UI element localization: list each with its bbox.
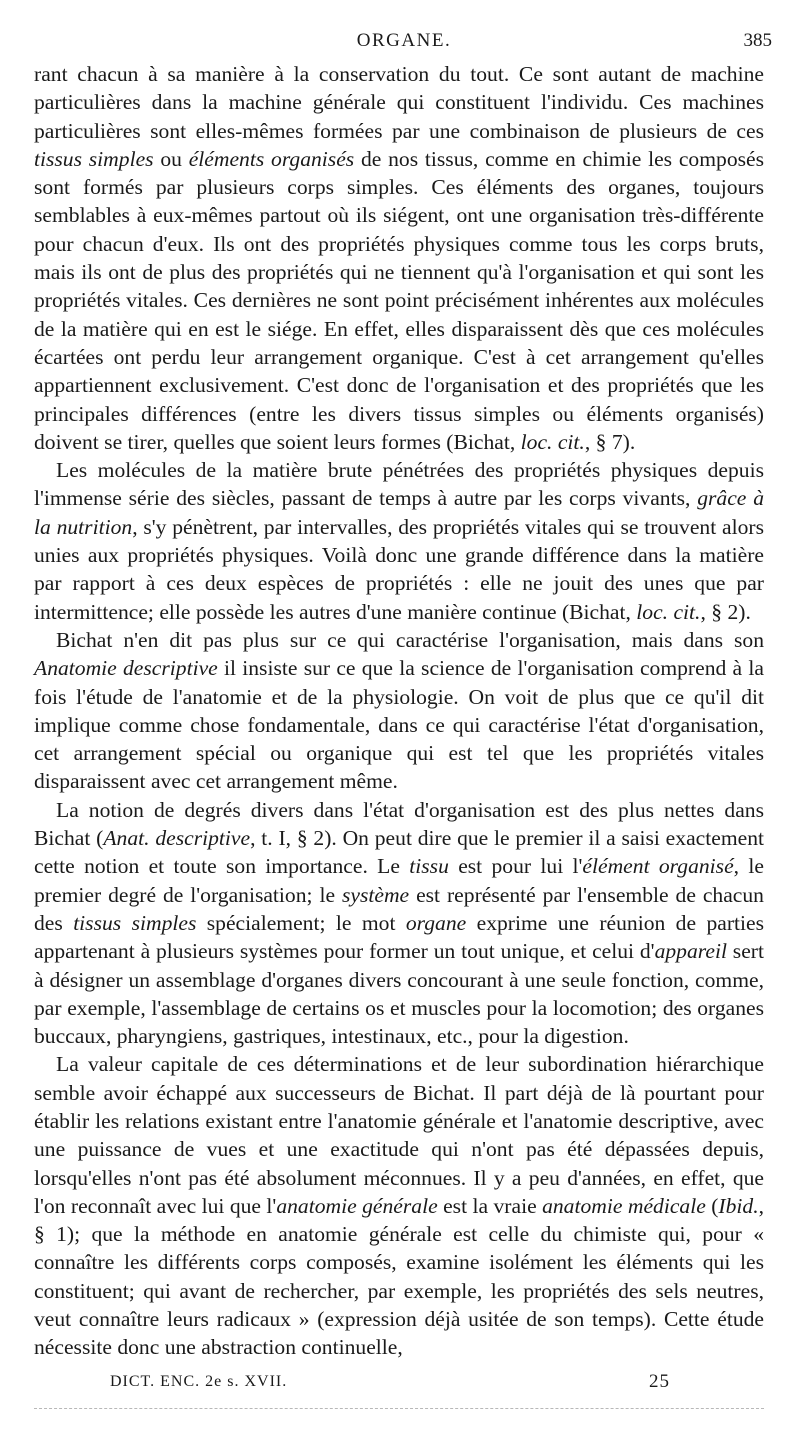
italic-run: élément organisé	[582, 854, 734, 879]
body-text	[34, 60, 764, 1362]
text-run: Les molécules de la matière brute pénétrées des propriétés physiques depuis l'immense série des siècles, passant de temps à autre par les corps vivants,	[34, 458, 764, 511]
text-run: La valeur capitale de ces déterminations et de leur subordination hiérarchique semble avoir échappé aux successeurs de Bichat. Il part déjà de là pourtant pour établir les relations existant entre l'anatomie générale et l'anatomie descriptive, avec une puissance de vues et une exactitude qui n'ont pas été dépassées depuis, lorsqu'elles n'ont pas été absolument méconnues. Il y a peu d'années, en effet, que l'on reconnaît avec lui que l'	[34, 1052, 764, 1218]
paragraph-5	[34, 1050, 764, 1361]
italic-run: tissu	[409, 854, 449, 879]
signature-mark: DICT. ENC. 2e s. XVII.	[110, 1373, 288, 1390]
italic-run: organe	[405, 910, 467, 935]
page-footer	[110, 1373, 700, 1397]
text-run: , t. I, § 2). On peut dire que le premier il a saisi exactement cette notion et toute son importance. Le	[34, 826, 764, 879]
text-run: spécialement; le mot	[196, 910, 406, 935]
paragraph-4	[34, 796, 764, 1051]
text-run: de nos tissus, comme en chimie les composés sont formés par plusieurs corps simples. Ces éléments des organes, toujours semblables à eux-mêmes partout où ils siégent, ont une organisation très-différente pour chacun d'eux. Ils ont des propriétés physiques comme tous les corps bruts, mais ils ont de plus des propriétés qui ne tiennent qu'à l'organisation et qui sont les propriétés vitales. Ces dernières ne sont point précisément inhérentes aux molécules de la matière qui en est le siége. En effet, elles disparaissent dès que ces molécules écartées ont perdu leur arrangement organique. C'est à cet arrangement qu'elles appartiennent exclusivement. C'est donc de l'organisation et des propriétés que les principales différences (entre les divers tissus simples ou éléments organisés) doivent se tirer, quelles que soient leurs formes (Bichat,	[34, 146, 765, 454]
text-run: exprime une réunion de parties appartenant à plusieurs systèmes pour former un tout unique, et celui d'	[34, 910, 765, 964]
text-run: il insiste sur ce que la science de l'organisation comprend à la fois l'étude de l'anatomie et de la physiologie. On voit de plus que ce qu'il dit implique comme chose fondamentale, dans ce qui caractérise l'état d'organisation, cet arrangement spécial ou organique qui est tel que les propriétés vitales disparaissent avec cet arrangement même.	[34, 656, 764, 794]
text-run: , s'y pénètrent, par intervalles, des propriétés vitales qui se trouvent alors unies aux propriétés physiques. Voilà donc une grande différence dans la matière par rapport à ces deux espèces de propriétés : elle ne jouit des unes que par intermittence; elle possède les autres d'une manière continue (Bichat,	[34, 514, 764, 624]
italic-run: tissus simples	[34, 146, 154, 171]
running-title: ORGANE.	[356, 30, 452, 51]
italic-run: anatomie générale	[276, 1193, 438, 1218]
text-run: ou	[153, 146, 189, 171]
text-run: Bichat n'en dit pas plus sur ce qui caractérise l'organisation, mais dans son	[56, 627, 764, 652]
text-run: est représenté par l'ensemble de chacun des	[34, 882, 764, 935]
italic-run: système	[341, 882, 410, 907]
text-run: , § 7).	[584, 429, 636, 454]
italic-run: tissus simples	[73, 910, 197, 935]
paragraph-1	[34, 60, 764, 456]
text-run: , le premier degré de l'organisation; le	[34, 854, 764, 907]
page-number: 385	[743, 30, 772, 51]
italic-run: Anatomie descriptive	[34, 656, 218, 681]
sheet-number: 25	[649, 1371, 670, 1392]
italic-run: loc. cit.	[520, 429, 585, 454]
text-run: est pour lui l'	[448, 854, 583, 879]
text-run: rant chacun à sa manière à la conservation du tout. Ce sont autant de machine particulières dans la machine générale qui constituent l'individu. Ces machines particulières sont elles-mêmes formées par une combinaison de plusieurs de ces	[34, 62, 764, 143]
italic-run: Ibid.	[718, 1193, 759, 1218]
text-run: sert à désigner un assemblage d'organes divers concourant à une seule fonction, comme, par exemple, l'assemblage de certains os et muscles pour la locomotion; des organes buccaux, pharyngiens, gastriques, intestinaux, etc., pour la digestion.	[34, 939, 764, 1049]
text-run: est la vraie	[437, 1193, 543, 1218]
text-run: La notion de degrés divers dans l'état d'organisation est des plus nettes dans Bichat (	[34, 797, 764, 851]
italic-run: Anat. descriptive	[103, 826, 251, 851]
italic-run: loc. cit.	[636, 599, 701, 624]
paragraph-3	[34, 626, 764, 796]
bottom-rule	[34, 1408, 764, 1409]
italic-run: grâce à la nutrition	[34, 486, 764, 539]
text-run: (	[705, 1193, 719, 1218]
italic-run: éléments organisés	[188, 146, 355, 171]
page-header	[36, 30, 772, 56]
text-run: , § 1); que la méthode en anatomie générale est celle du chimiste qui, pour « connaître les différents corps composés, examine isolément les éléments qui les constituent; qui avant de rechercher, par exemple, les propriétés des sels neutres, veut connaître leurs radicaux » (expression déjà usitée de son temps). Cette étude nécessite donc une abstraction continuelle,	[34, 1193, 765, 1360]
italic-run: appareil	[654, 939, 727, 964]
paragraph-2	[34, 456, 764, 626]
text-run: , § 2).	[700, 599, 751, 624]
italic-run: anatomie médicale	[542, 1193, 706, 1218]
